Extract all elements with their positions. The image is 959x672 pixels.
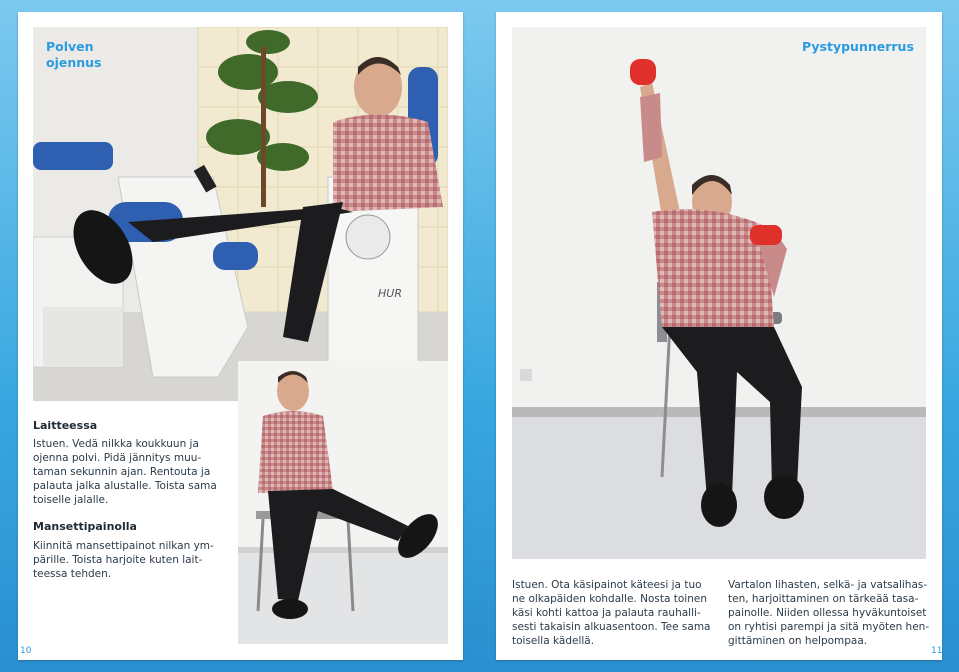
cuff-weight-exercise-photo (238, 361, 448, 644)
shoulder-press-instructions: Istuen. Ota käsipainot käteesi ja tuo ne olkapäiden kohdalle. Nosta toinen käsi kohti kattoa ja palauta rauhalli- sesti takaisin alkuasentoon. Tee sama toisella kädellä. (512, 579, 711, 647)
right-page (496, 12, 942, 660)
cuff-weight-instructions: Kiinnitä mansettipainot nilkan ym- pärille. Toista harjoite kuten lait- teessa tehden. (33, 540, 214, 580)
section-heading-machine: Laitteessa (33, 419, 98, 432)
exercise-title-right: Pystypunnerrus (802, 39, 914, 54)
left-page (18, 12, 463, 660)
machine-brand-logo: HUR (378, 287, 402, 300)
machine-instructions: Istuen. Vedä nilkka koukkuun ja ojenna polvi. Pidä jännitys muu- taman sekunnin ajan. Rentouta ja palauta jalka alustalle. Toista sama toiselle jalalle. (33, 438, 217, 506)
knee-extension-machine-photo (33, 27, 448, 401)
section-heading-cuff-weights: Mansettipainolla (33, 520, 137, 533)
shoulder-press-photo (512, 27, 926, 559)
page-number-left: 10 (20, 646, 32, 656)
core-strength-note: Vartalon lihasten, selkä- ja vatsalihas- ten, harjoittaminen on tärkeää tasa- painolle. Niiden ollessa hyväkuntoiset on ryhtisi parempi ja sitä myöten hen- gittäminen on helpompaa. (728, 579, 930, 647)
exercise-title: Polven ojennus (46, 39, 102, 70)
page-number-right: 11 (931, 646, 943, 656)
